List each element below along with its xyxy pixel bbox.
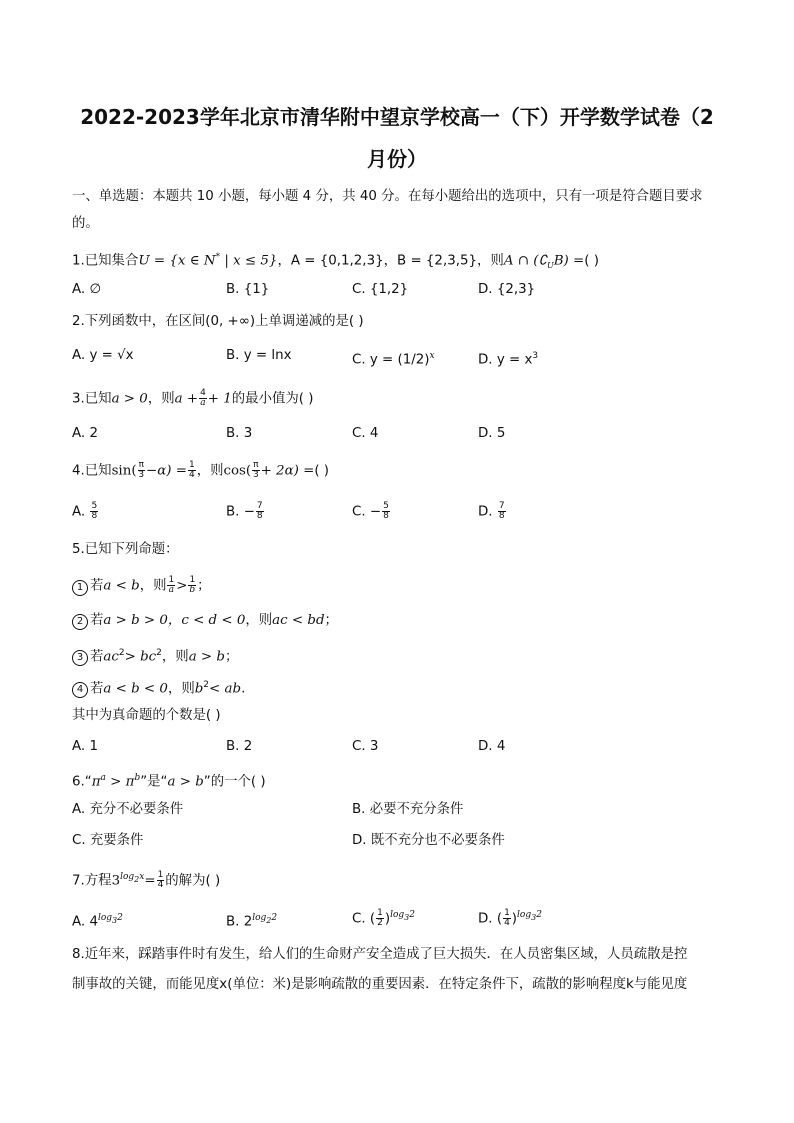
question-2-option-c: C. $y = (1/2)^x$ xyxy=(352,351,435,368)
question-2-stem: 2.下列函数中，在区间(0, +∞)上单调递减的是( ) xyxy=(72,314,364,329)
question-6-stem: $6.“\pi^a > \pi^b$”是“a > b”的一个( ) xyxy=(72,773,266,790)
question-1-option-a: A. ∅ xyxy=(72,282,102,297)
question-1-option-b: B. {1} xyxy=(226,282,270,297)
question-1-option-d: D. {2,3} xyxy=(478,282,536,297)
section-heading: 一、单选题：本题共 10 小题，每小题 4 分，共 40 分。在每小题给出的选项中，只有一项是符合题目要求 xyxy=(72,189,703,204)
question-3-option-d: D. 5 xyxy=(478,426,506,441)
question-4-option-d: D. $\frac{7}{8}$ xyxy=(478,501,505,521)
question-5-stem: 5.已知下列命题： xyxy=(72,542,179,557)
question-7-option-c: C. ( $\frac{1}{2}$ )$^{log_32}$ xyxy=(352,907,415,928)
question-4-option-b: B. − $\frac{7}{8}$ xyxy=(226,501,263,521)
question-2-option-a: A. y = √x xyxy=(72,348,134,363)
question-2-option-b: B. y = lnx xyxy=(226,348,292,363)
question-2-option-d: D. $y = x^3$ xyxy=(478,351,539,368)
question-3-option-b: B. 3 xyxy=(226,426,253,441)
page-title-continued: 月份） xyxy=(367,147,427,171)
question-5-option-d: D. 4 xyxy=(478,739,506,754)
question-6-option-c: C. 充要条件 xyxy=(72,833,144,848)
question-3-stem: 3.已知a > 0，则a + $\frac{4}{a}$ + 1的最小值为( ) xyxy=(72,388,314,408)
question-8-stem: 8.近年来，踩踏事件时有发生，给人们的生命财产安全造成了巨大损失．在人员密集区域，人员疏散是控 xyxy=(72,947,688,962)
section-heading-continued: 的。 xyxy=(72,216,99,231)
question-5-option-c: C. 3 xyxy=(352,739,379,754)
question-3-option-c: C. 4 xyxy=(352,426,379,441)
question-5-proposition-2: 2 若a > b > 0，c < d < 0，则ac < bd； xyxy=(72,612,338,630)
question-6-option-a: A. 充分不必要条件 xyxy=(72,802,184,817)
question-6-option-d: D. 既不充分也不必要条件 xyxy=(352,833,505,848)
question-7-option-a: A. $4^{log_32}$ xyxy=(72,913,123,930)
question-4-option-a: A. $\frac{5}{8}$ xyxy=(72,501,98,521)
question-1-option-c: C. {1,2} xyxy=(352,282,409,297)
question-5-proposition-4: 4 若a < b < 0，则$b^2<$ ab. xyxy=(72,676,245,698)
question-5-proposition-1: 1 若a < b，则 $\frac{1}{a}$ > $\frac{1}{b}$ ； xyxy=(72,576,211,596)
question-5-tail: 其中为真命题的个数是( ) xyxy=(72,708,221,723)
question-3-option-a: A. 2 xyxy=(72,426,98,441)
question-7-option-d: D. ( $\frac{1}{4}$ )$^{log_32}$ xyxy=(478,907,542,928)
question-4-stem: 4.已知sin( $\frac{\pi}{3}$ −α) = $\frac{1}{4}$ ，则cos( $\frac{\pi}{3}$ + 2α) =( ) xyxy=(72,460,330,480)
page-title: 2022-2023学年北京市清华附中望京学校高一（下）开学数学试卷（2 xyxy=(80,105,714,129)
question-6-option-b: B. 必要不充分条件 xyxy=(352,802,464,817)
question-5-proposition-3: 3 若$ac^2> bc^2$，则a > b； xyxy=(72,644,238,666)
question-4-option-c: C. − $\frac{5}{8}$ xyxy=(352,501,389,521)
question-7-option-b: B. $2^{log_22}$ xyxy=(226,913,278,930)
question-5-option-a: A. 1 xyxy=(72,739,98,754)
question-8-stem-continued: 制事故的关键，而能见度x(单位：米)是影响疏散的重要因素．在特定条件下，疏散的影响程度k与能见度 xyxy=(72,977,688,992)
question-5-option-b: B. 2 xyxy=(226,739,253,754)
question-1-stem: 1.已知集合U = {x ∈ N* | x ≤ 5}，A = {0,1,2,3}，B = {2,3,5}，则A ∩ $(∁_UB)$ =( ) xyxy=(72,252,599,271)
question-7-stem: 7.方程$3^{log_2x}=$ $\frac{1}{4}$ 的解为( ) xyxy=(72,869,221,890)
